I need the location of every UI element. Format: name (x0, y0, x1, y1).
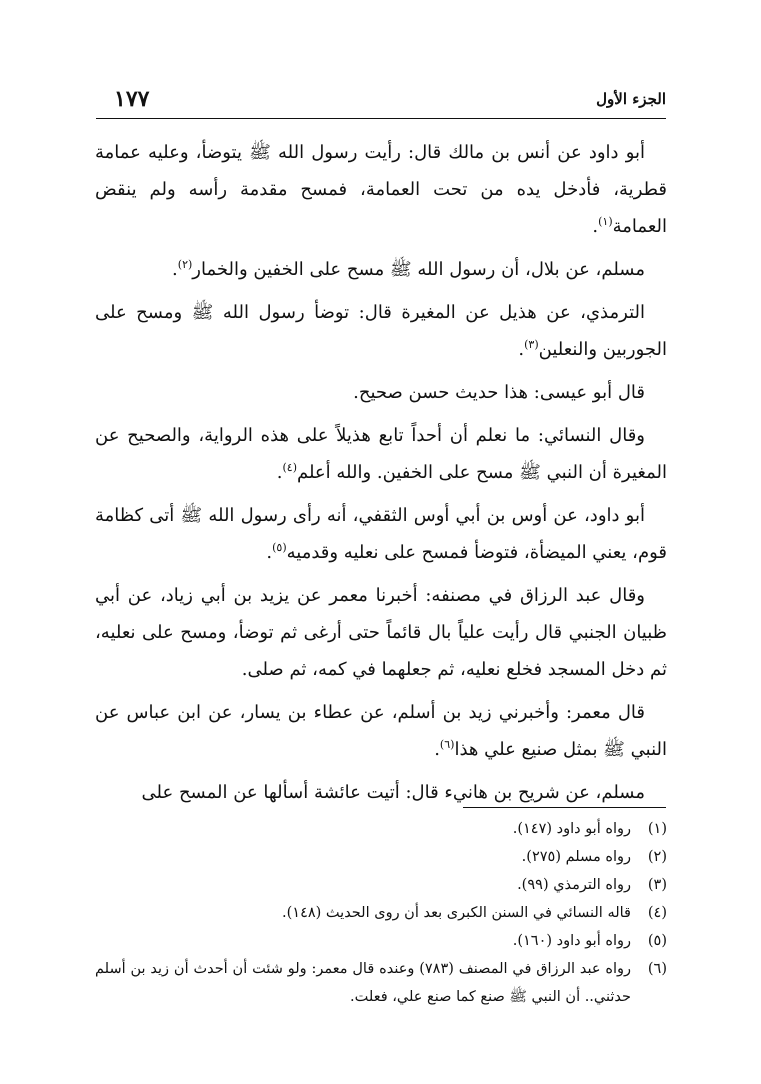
footnote-text: رواه مسلم (٢٧٥). (521, 849, 631, 865)
running-title: الجزء الأول (596, 90, 666, 108)
footnote-text: رواه أبو داود (١٦٠). (512, 933, 631, 949)
footnote-number: (٣) (647, 877, 667, 893)
main-text (95, 134, 667, 817)
paragraph: مسلم، عن شريح بن هانيء قال: أتيت عائشة أسألها عن المسح على (141, 782, 645, 803)
footnote-ref: (٦) (439, 738, 455, 751)
page-header (96, 84, 666, 119)
footnote-number: (٢) (647, 849, 667, 865)
footnote-text: رواه الترمذي (٩٩). (517, 877, 631, 893)
footnote-number: (١) (647, 821, 667, 837)
footnote-ref: (٣) (524, 338, 539, 351)
paragraph: أبو داود، عن أوس بن أبي أوس الثقفي، أنه رأى رسول الله ﷺ أتى كظامة قوم، يعني الميضأة، فتوضأ فمسح على نعليه وقدميه$^{(٥)}$. (95, 505, 667, 563)
footnote-number: (٥) (647, 933, 667, 949)
paragraph: مسلم، عن بلال، أن رسول الله ﷺ مسح على الخفين والخمار$^{(٢)}$. (172, 258, 645, 280)
paragraph: الترمذي، عن هذيل عن المغيرة قال: توضأ رسول الله ﷺ ومسح على الجوربين والنعلين$^{(٣)}$. (95, 302, 667, 360)
footnote-ref: (٢) (177, 258, 193, 271)
footnote (95, 871, 667, 899)
footnote-ref: (٥) (272, 541, 287, 554)
footnotes (95, 815, 667, 1011)
footnote (95, 927, 667, 955)
footnote-text: رواه أبو داود (١٤٧). (512, 821, 631, 837)
footnote-separator (463, 807, 666, 808)
footnote-number: (٦) (647, 961, 667, 977)
footnote-text: قاله النسائي في السنن الكبرى بعد أن روى الحديث (١٤٨). (282, 905, 631, 921)
paragraph: قال أبو عيسى: هذا حديث حسن صحيح. (353, 382, 645, 403)
footnote-ref: (١) (598, 215, 613, 228)
paragraph: قال معمر: وأخبرني زيد بن أسلم، عن عطاء بن يسار، عن ابن عباس عن النبي ﷺ بمثل صنيع علي هذا$^{(٦)}$. (95, 702, 667, 760)
footnote (95, 843, 667, 871)
footnote-ref: (٤) (282, 461, 297, 474)
page-number: ١٧٧ (114, 86, 150, 112)
footnote-text: رواه عبد الرزاق في المصنف (٧٨٣) وعنده قال معمر: ولو شئت أن أحدث أن زيد بن أسلم حدثني.. أن النبي ﷺ صنع كما صنع علي، فعلت. (95, 961, 631, 1005)
paragraph: وقال عبد الرزاق في مصنفه: أخبرنا معمر عن يزيد بن أبي زياد، عن أبي ظبيان الجنبي قال رأيت علياً بال قائماً حتى أرغى ثم توضأ، ومسح على نعليه، ثم دخل المسجد فخلع نعليه، ثم جعلهما في كمه، ثم صلى. (95, 585, 667, 680)
footnote (95, 955, 667, 1011)
paragraph: وقال النسائي: ما نعلم أن أحداً تابع هذيلاً على هذه الرواية، والصحيح عن المغيرة أن النبي ﷺ مسح على الخفين. والله أعلم$^{(٤)}$. (95, 425, 667, 483)
footnote-number: (٤) (647, 905, 667, 921)
footnote (95, 815, 667, 843)
paragraph: أبو داود عن أنس بن مالك قال: رأيت رسول الله ﷺ يتوضأ، وعليه عمامة قطرية، فأدخل يده من تحت العمامة، فمسح مقدمة رأسه ولم ينقض العمامة$^{(١)}$. (95, 142, 667, 237)
footnote (95, 899, 667, 927)
